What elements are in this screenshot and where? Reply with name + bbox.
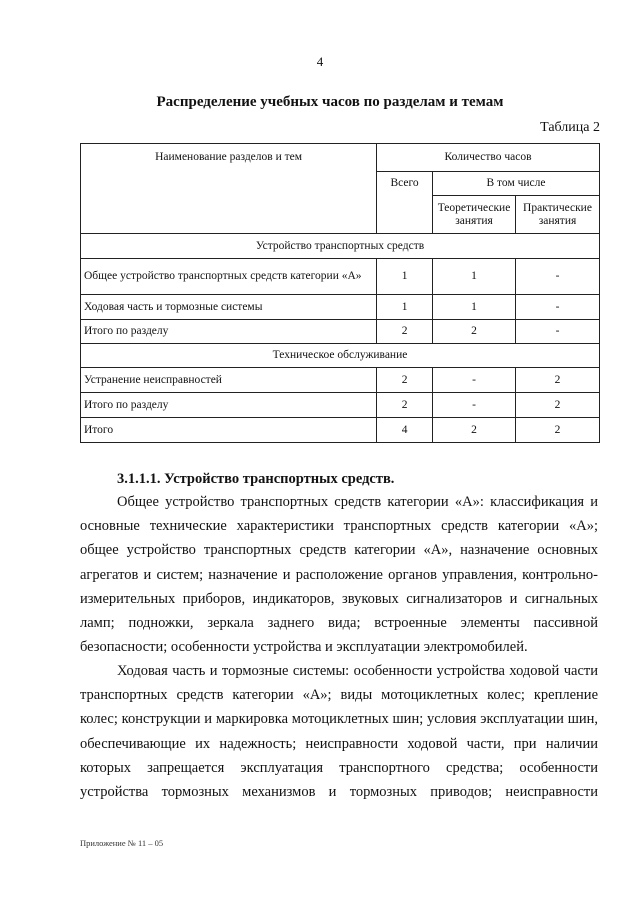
row-theory: 1: [433, 259, 516, 295]
table-row: [81, 259, 600, 295]
header-name: Наименование разделов и тем: [81, 144, 377, 234]
row-theory: 2: [433, 418, 516, 443]
footer-note: Приложение № 11 – 05: [80, 838, 164, 848]
table-row: [81, 418, 600, 443]
row-theory: 1: [433, 295, 516, 320]
paragraph: Общее устройство транспортных средств категории «А»: классификация и основные технические характеристики транспортных средств категории «А»; общее устройство транспортных средств категории «А», назначение основных агрегатов и систем; назначение и расположение органов управления, контрольно-измерительных приборов, индикаторов, звуковых сигнализаторов и сигнальных ламп; подножки, зеркала заднего вида; встроенные элементы пассивной безопасности; особенности устройства и эксплуатации электромобилей.: [80, 494, 598, 656]
row-practice: 2: [516, 418, 600, 443]
row-practice: -: [516, 259, 600, 295]
row-name: Итого по разделу: [81, 393, 377, 418]
row-total: 2: [377, 393, 433, 418]
row-practice: -: [516, 295, 600, 320]
table-row: [81, 295, 600, 320]
row-theory: -: [433, 368, 516, 393]
row-total: 4: [377, 418, 433, 443]
header-hours: Количество часов: [377, 144, 600, 172]
row-theory: 2: [433, 320, 516, 344]
row-theory: -: [433, 393, 516, 418]
section-title: Техническое обслуживание: [81, 344, 600, 368]
row-practice: 2: [516, 368, 600, 393]
page-number: 4: [316, 54, 324, 69]
section-heading: 3.1.1.1. Устройство транспортных средств.: [117, 471, 395, 487]
page-title: Распределение учебных часов по разделам и темам: [156, 94, 504, 110]
table-label: Таблица 2: [540, 120, 600, 135]
table-row: [81, 320, 600, 344]
header-practice: Практические занятия: [516, 196, 600, 234]
row-name: Итого: [81, 418, 377, 443]
row-total: 2: [377, 368, 433, 393]
header-total: Всего: [377, 172, 433, 234]
row-total: 1: [377, 295, 433, 320]
row-total: 1: [377, 259, 433, 295]
row-name: Итого по разделу: [81, 320, 377, 344]
row-name: Ходовая часть и тормозные системы: [81, 295, 377, 320]
table-row: [81, 368, 600, 393]
table-row: [81, 393, 600, 418]
row-practice: 2: [516, 393, 600, 418]
hours-table: [80, 143, 600, 443]
header-including: В том числе: [433, 172, 600, 196]
header-theory: Теоретические занятия: [433, 196, 516, 234]
row-name: Общее устройство транспортных средств категории «А»: [81, 259, 377, 295]
row-name: Устранение неисправностей: [81, 368, 377, 393]
row-total: 2: [377, 320, 433, 344]
section-title: Устройство транспортных средств: [81, 234, 600, 259]
row-practice: -: [516, 320, 600, 344]
paragraph: Ходовая часть и тормозные системы: особенности устройства ходовой части транспортных средств категории «А»; виды мотоциклетных колес; крепление колес; конструкции и маркировка мотоциклетных шин; условия эксплуатации шин, обеспечивающие их надежность; неисправности ходовой части, при наличии которых запрещается эксплуатация транспортного средства; особенности устройства тормозных механизмов и тормозных приводов; неисправности: [80, 663, 598, 801]
